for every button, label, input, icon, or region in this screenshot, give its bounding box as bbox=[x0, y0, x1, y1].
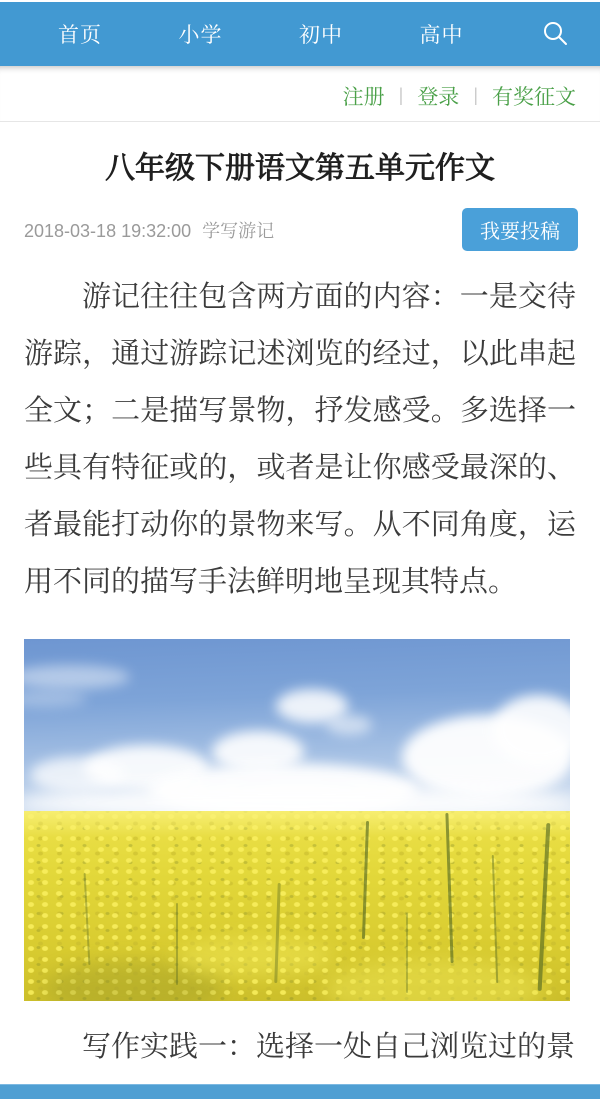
flower-stem bbox=[538, 823, 551, 991]
flower-stem bbox=[445, 813, 453, 963]
nav-item-junior[interactable]: 初中 bbox=[299, 24, 343, 47]
separator: | bbox=[473, 85, 478, 105]
submit-essay-button[interactable]: 我要投稿 bbox=[462, 208, 578, 251]
login-link[interactable]: 登录 bbox=[417, 85, 460, 109]
field-highlight bbox=[324, 959, 544, 1001]
article-paragraph-2: 写作实践一：选择一处自己浏览过的景 bbox=[82, 1031, 576, 1063]
article-meta-text bbox=[24, 217, 274, 243]
photo-flower-field bbox=[24, 811, 570, 1001]
article-meta bbox=[24, 208, 578, 251]
cloud bbox=[30, 757, 125, 793]
nav-item-primary[interactable]: 小学 bbox=[178, 24, 223, 47]
cloud bbox=[24, 691, 87, 707]
article-date: 2018-03-18 19:32:00 bbox=[24, 220, 192, 241]
register-link[interactable]: 注册 bbox=[342, 85, 385, 109]
user-link-bar bbox=[0, 66, 600, 122]
flower-stem bbox=[406, 913, 408, 993]
cloud bbox=[24, 665, 130, 689]
article-category-link[interactable]: 学写游记 bbox=[202, 220, 275, 241]
nav-item-senior[interactable]: 高中 bbox=[419, 24, 464, 47]
separator: | bbox=[398, 85, 404, 105]
flower-stem bbox=[176, 903, 178, 985]
page-title: 八年级下册语文第五单元作文 bbox=[105, 152, 495, 185]
photo-sky bbox=[24, 639, 570, 815]
top-nav bbox=[0, 2, 600, 66]
nav-item-home[interactable]: 首页 bbox=[58, 24, 102, 47]
bottom-bar bbox=[0, 1084, 600, 1099]
contest-link[interactable]: 有奖征文 bbox=[492, 85, 576, 109]
article-photo-rapeseed-field bbox=[24, 639, 570, 1001]
search-button[interactable] bbox=[540, 19, 570, 49]
search-icon bbox=[541, 20, 569, 48]
field-highlight bbox=[174, 937, 334, 977]
flower-stem bbox=[84, 873, 91, 965]
flower-stem bbox=[362, 821, 369, 939]
cloud bbox=[326, 715, 372, 735]
article-paragraph-1: 游记往往包含两方面的内容：一是交待游踪，通过游踪记述浏览的经过，以此串起全文；二是描写景物，抒发感受。多选择一些具有特征或的，或者是让你感受最深的、者最能打动你的景物来写。从不同角度，运用不同的描写手法鲜明地呈现其特点。 bbox=[24, 281, 576, 598]
